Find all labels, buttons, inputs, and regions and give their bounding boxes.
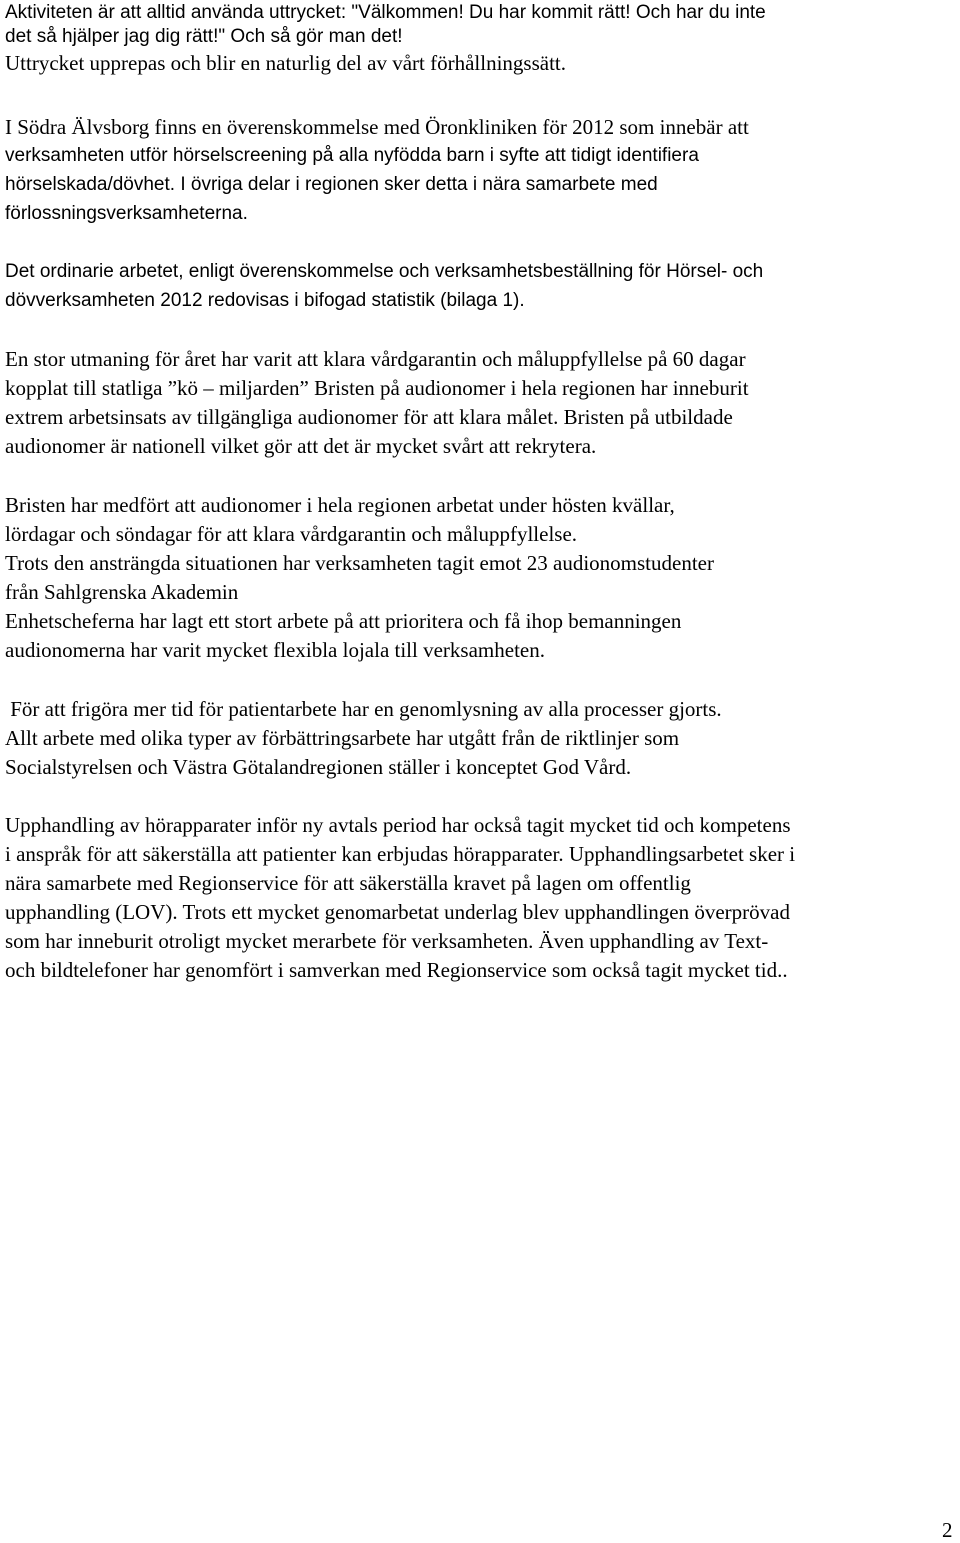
text-line: förlossningsverksamheterna. (5, 203, 248, 224)
text-line: från Sahlgrenska Akademin (5, 580, 239, 604)
text-line: extrem arbetsinsats av tillgängliga audionomer för att klara målet. Bristen på utbildade (5, 405, 733, 429)
page-number: 2 (942, 1518, 953, 1542)
text-line: nära samarbete med Regionservice för att säkerställa kravet på lagen om offentlig (5, 871, 691, 895)
text-line: Det ordinarie arbetet, enligt överenskommelse och verksamhetsbeställning för Hörsel- och (5, 261, 764, 282)
text-line: Trots den ansträngda situationen har verksamheten tagit emot 23 audionomstudenter (5, 551, 714, 575)
text-line: dövverksamheten 2012 redovisas i bifogad statistik (bilaga 1). (5, 290, 525, 311)
text-line: hörselskada/dövhet. I övriga delar i regionen sker detta i nära samarbete med (5, 174, 658, 195)
text-line: Uttrycket upprepas och blir en naturlig del av vårt förhållningssätt. (5, 51, 567, 75)
text-line: Enhetscheferna har lagt ett stort arbete på att prioritera och få ihop bemanningen (5, 609, 682, 633)
text-line: i anspråk för att säkerställa att patienter kan erbjudas hörapparater. Upphandlingsarbetet sker i (5, 842, 796, 866)
text-line: Upphandling av hörapparater inför ny avtals period har också tagit mycket tid och kompetens (5, 813, 791, 837)
text-line: verksamheten utför hörselscreening på alla nyfödda barn i syfte att tidigt identifiera (5, 145, 699, 166)
text-line: För att frigöra mer tid för patientarbete har en genomlysning av alla processer gjorts. (5, 697, 722, 721)
text-line: I Södra Älvsborg finns en överenskommelse med Öronkliniken för 2012 som innebär att (5, 115, 749, 139)
text-line: audionomer är nationell vilket gör att det är mycket svårt att rekrytera. (5, 434, 597, 458)
text-line: upphandling (LOV). Trots ett mycket genomarbetat underlag blev upphandlingen överprövad (5, 900, 790, 924)
text-line: som har inneburit otroligt mycket merarbete för verksamheten. Även upphandling av Text- (5, 929, 769, 953)
text-line: Socialstyrelsen och Västra Götalandregionen ställer i konceptet God Vård. (5, 755, 632, 779)
text-line: Bristen har medfört att audionomer i hela regionen arbetat under hösten kvällar, (5, 493, 675, 517)
text-line: kopplat till statliga ”kö – miljarden” Bristen på audionomer i hela regionen har inneburit (5, 376, 749, 400)
text-line: Aktiviteten är att alltid använda uttrycket: "Välkommen! Du har kommit rätt! Och har du inte (5, 2, 766, 23)
text-line: det så hjälper jag dig rätt!" Och så gör man det! (5, 26, 403, 47)
text-line: lördagar och söndagar för att klara vårdgarantin och måluppfyllelse. (5, 522, 578, 546)
text-line: och bildtelefoner har genomfört i samverkan med Regionservice som också tagit mycket tid.. (5, 958, 788, 982)
text-line: Allt arbete med olika typer av förbättringsarbete har utgått från de riktlinjer som (5, 726, 680, 750)
text-line: audionomerna har varit mycket flexibla lojala till verksamheten. (5, 638, 545, 662)
text-line: En stor utmaning för året har varit att klara vårdgarantin och måluppfyllelse på 60 dagar (5, 347, 746, 371)
